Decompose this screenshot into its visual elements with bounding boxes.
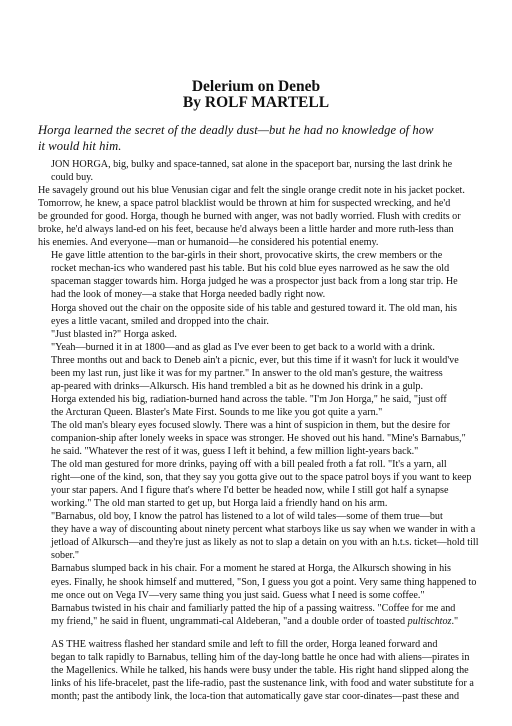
body-line: spaceman stagger towards him. Horga judged he was a prospector just back from a long star trip. He [51,276,458,288]
body-text: ." [451,615,459,627]
body-paragraph [38,302,488,328]
body-line: Barnabus twisted in his chair and familiarly patted the hip of a passing waitress. "Coffee for me and [51,602,456,614]
body-paragraph [38,184,488,249]
body-line: been my last run, just like it was for my partner." In answer to the old man's gesture, the waitress [51,367,443,379]
body-paragraph [38,249,488,301]
story-body [38,158,488,703]
body-line: Tomorrow, he knew, a space patrol blacklist would be thrown at him for suspected wrecking, and he'd [38,198,451,210]
body-line: his enemies. And everyone—man or humanoid—he considered his potential enemy. [38,237,379,249]
body-line: "Yeah—burned it in at 1800—and as glad as I've ever been to get back to a world with a drink. [51,341,435,353]
body-line: be grounded for good. Horga, though he burned with anger, was not badly worried. Flush with credits or [38,211,461,223]
body-paragraph [38,510,488,562]
body-line: the Arcturan Queen. Blaster's Mate First. Sounds to me like you got quite a yarn." [51,406,383,418]
story-title: Delerium on Deneb [191,78,321,95]
body-line: sober." [51,550,80,562]
body-paragraph [38,419,488,458]
body-line: the Magellenics. While he talked, his hands were busy under the table. His right hand slipped along the [51,664,469,676]
body-line: Three months out and back to Deneb ain't a picnic, ever, but this time if it wasn't for luck it would've [51,354,459,366]
body-line: your star papers. And I figure that's where I'd better be headed now, while I still got half a synapse [51,485,449,497]
body-line: "Just blasted in?" Horga asked. [51,328,177,340]
body-line: companion-ship after lonely weeks in space was stronger. He shoved out his hand. "Mine's Barnabus," [51,432,466,444]
body-line: Barnabus slumped back in his chair. For a moment he stared at Horga, the Alkursch showing in his [51,563,451,575]
body-line: month; past the antibody link, the loca-tion that automatically gave star coor-dinates—past these and [51,690,460,702]
author-byline: By ROLF MARTELL [182,94,330,111]
body-line: jetload of Alkursch—and they're just as likely as not to slap a detain on you with an h.t.s. ticket—hold till [51,537,479,549]
body-text: my friend," he said in fluent, ungrammati-cal Aldeberan, "and a double order of toasted [51,615,408,627]
body-line: working." The old man started to get up, but Horga laid a friendly hand on his arm. [51,498,388,510]
body-line: Horga extended his big, radiation-burned hand across the table. "I'm Jon Horga," he said, "just off [51,393,447,405]
body-line: links of his life-bracelet, past the life-radio, past the sustenance link, with food and water substitute for a [51,677,474,689]
body-paragraph [38,341,488,393]
body-paragraph [38,638,488,703]
body-line [38,615,488,628]
body-line: eyes a little vacant, smiled and dropped into the chair. [51,315,269,327]
body-line: The old man gestured for more drinks, paying off with a bill pealed froth a fat roll. "It's a yarn, all [51,459,447,471]
italic-word: pultischtoz [407,615,452,627]
body-line: ap-peared with drinks—Alkursch. His hand trembled a bit as he downed his drink in a gulp. [51,380,424,392]
body-paragraph [38,458,488,510]
body-line: JON HORGA, big, bulky and space-tanned, sat alone in the spaceport bar, nursing the last drink he [51,159,453,170]
body-line: AS THE waitress flashed her standard smile and left to fill the order, Horga leaned forward and [51,638,438,650]
body-line: could buy. [51,172,94,184]
subtitle-line: Horga learned the secret of the deadly dust—but he had no knowledge of how [38,123,434,137]
body-line: He gave little attention to the bar-girls in their short, provocative skirts, the crew members or the [51,250,443,262]
body-paragraph [38,562,488,601]
story-subtitle [38,122,488,154]
body-line: eyes. Finally, he shook himself and muttered, "Son, I guess you got a point. Very same thing happened to [51,576,477,588]
body-line: He savagely ground out his blue Venusian cigar and felt the single orange credit note in his jacket pocket. [38,185,465,197]
body-line: rocket mechan-ics who wandered past his table. But his cold blue eyes narrowed as he saw the old [51,263,450,275]
body-paragraph [38,393,488,419]
body-line: began to talk rapidly to Barnabus, telling him of the day-long battle he once had with aliens—pirates in [51,651,470,663]
subtitle-line: it would hit him. [38,139,122,153]
body-paragraph [38,158,488,184]
body-line: "Barnabus, old boy, I know the patrol has listened to a lot of wild tales—some of them true—but [51,511,443,523]
body-line: me once out on Vega IV—very same thing you just said. Guess what I need is some coffee." [51,589,425,601]
body-line: broke, he'd always land-ed on his feet, because he'd always been a little harder and more ruth-less than [38,224,454,236]
body-paragraph [38,328,488,341]
body-line: The old man's bleary eyes focused slowly. There was a hint of suspicion in them, but the desire for [51,419,451,431]
body-line: right—one of the kind, son, that they say you gotta give out to the space patrol boys if you want to keep [51,472,472,484]
body-line: they have a way of discounting about ninety percent what starboys like us say when we wander in with a [51,524,476,536]
body-paragraph [38,602,488,628]
body-line: he said. "Whatever the rest of it was, guess I left it behind, a few million light-years back." [51,446,419,458]
body-line: had the look of money—a stake that Horga needed badly right now. [51,289,326,301]
body-line: Horga shoved out the chair on the opposite side of his table and gestured toward it. The old man, his [51,302,457,314]
